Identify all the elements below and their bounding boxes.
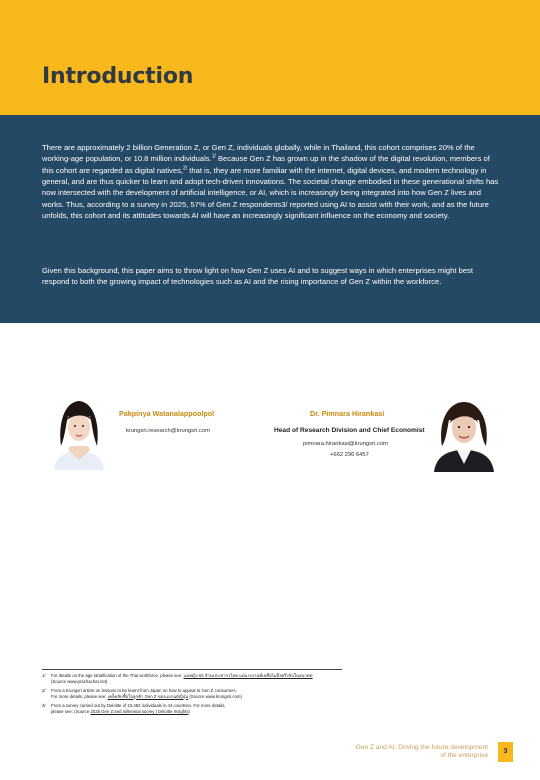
footnote-text: From a Krungsri article on lessons to be learnt from Japan on how to appeal to Gen Z consumers.	[51, 688, 237, 693]
footnote-ref-1[interactable]: 1/	[211, 153, 216, 160]
author-email[interactable]: pimnara.hirankasi@krungsri.com	[303, 441, 388, 447]
footnotes	[42, 669, 342, 714]
page-title: Introduction	[42, 64, 194, 89]
footnote-text: )	[188, 708, 190, 714]
author-name: Pakpinya Watanalappoolpol	[119, 409, 215, 418]
footnote-text: For more details, please see:	[51, 693, 108, 699]
footnote-text: For details on the age stratification of the Thai workforce, please see:	[51, 673, 184, 678]
author-email[interactable]: krungsri.research@krungsri.com	[126, 428, 210, 434]
footnote-source: (Source www.prachachat.net)	[51, 678, 108, 684]
author-phone: +662 296 6457	[330, 452, 369, 458]
author-photo-hirankasi	[430, 396, 498, 472]
footnote-link[interactable]: 2025 Gen Z and millennial survey | Deloitte Insights	[90, 708, 189, 714]
intro-text-a: There are approximately 2 billion Generation Z, or Gen Z, individuals globally, while in Thailand, this cohort comprises 20% of the working-age population, or 10.8 million individuals.	[42, 143, 475, 164]
author-photo-watanalappoolpol	[46, 394, 112, 470]
author-name: Dr. Pimnara Hirankasi	[310, 409, 385, 418]
page-header	[0, 0, 540, 115]
footnote-number: 1/	[42, 673, 46, 678]
footnote-link[interactable]: แม่หญิง 63 ล้านประชากรไทย แต่แรงงานที่เหลือไม่ถึงครึ่งกับในอนาคต	[183, 673, 313, 678]
footnote-text: please see: (Source	[51, 708, 91, 714]
introduction-panel	[0, 115, 540, 323]
intro-text-b: Because Gen Z has grown up in the shadow of the digital revolution, members of this cohort are regarded as digital natives,	[42, 154, 490, 175]
intro-text-c: that is, they are more familiar with the internet, digital devices, and modern technology in general, and are thus quicker to learn and adopt tech-driven innovations. The societal change embodied in these generational shifts has now intersected with the development of artificial intelligence, or AI, which is increasingly being integrated into how Gen Z lives and works. Thus, according to a survey in 2025, 57% of Gen Z respondents3/ reported using AI to assist with their work, and as the future unfolds, this cohort and its attitudes towards AI will have an increasingly significant influence on the economy and society.	[42, 165, 499, 221]
footnote-ref-2[interactable]: 2/	[183, 165, 188, 172]
intro-paragraph-2: Given this background, this paper aims to throw light on how Gen Z uses AI and to suggest ways in which enterprises might best respond to both the growing impact of technologies such as AI and the rising importance of Gen Z within the workforce.	[42, 266, 473, 287]
footnote-number: 3/	[42, 703, 46, 708]
footnote-number: 2/	[42, 688, 46, 693]
running-footer	[356, 744, 488, 761]
footnote-source: (Source www.krungsri.com)	[188, 693, 242, 699]
footnote-text: From a survey carried out by Deloitte of 23,482 individuals in 44 countries. For more details,	[51, 703, 226, 708]
footer-title-line-1: Gen Z and AI: Driving the future development	[355, 744, 488, 751]
author-title: Head of Research Division and Chief Economist	[274, 427, 425, 434]
footnote-link[interactable]: เคล็ดลับซื้อใจลูกค้า Gen Z ของแบรนด์ญี่ปุ่น	[107, 693, 189, 699]
page-number: 3	[498, 742, 513, 762]
footer-title-line-2: of the enterprise	[440, 752, 488, 760]
intro-paragraph-1	[42, 142, 500, 221]
